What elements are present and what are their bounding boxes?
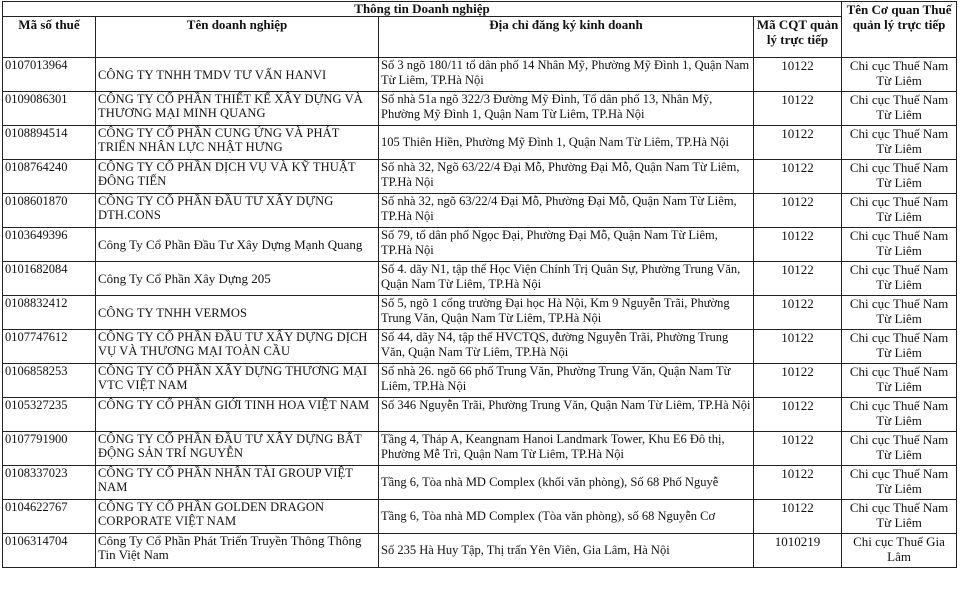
cqt-code-cell: 10122 xyxy=(754,194,842,228)
tax-agency-cell: Chi cục Thuế Nam Từ Liêm xyxy=(842,126,957,160)
address-cell: Số 4. dãy N1, tập thể Học Viện Chính Trị Quân Sự, Phường Trung Văn, Quận Nam Từ Liêm, TP.Hà Nội xyxy=(379,262,754,296)
address-cell: Số 3 ngõ 180/11 tổ dân phố 14 Nhân Mỹ, Phường Mỹ Đình 1, Quận Nam Từ Liêm, TP.Hà Nội xyxy=(379,58,754,92)
table-row xyxy=(3,364,957,398)
tax-agency-cell: Chi cục Thuế Nam Từ Liêm xyxy=(842,160,957,194)
company-name-cell: Công Ty Cổ Phần Xây Dựng 205 xyxy=(96,262,379,296)
company-name-cell: CÔNG TY CỔ PHẦN CUNG ỨNG VÀ PHÁT TRIỂN NHÂN LỰC NHẬT HƯNG xyxy=(96,126,379,160)
tax-code-cell: 0101682084 xyxy=(3,262,96,296)
company-name-cell: CÔNG TY CỔ PHẦN ĐẦU TƯ XÂY DỰNG DTH.CONS xyxy=(96,194,379,228)
table-row xyxy=(3,330,957,364)
address-cell: Số 44, dãy N4, tập thể HVCTQS, đường Nguyễn Trãi, Phường Trung Văn, Quận Nam Từ Liêm, TP.Hà Nội xyxy=(379,330,754,364)
table-row xyxy=(3,92,957,126)
tax-agency-cell: Chi cục Thuế Nam Từ Liêm xyxy=(842,228,957,262)
cqt-code-cell: 10122 xyxy=(754,398,842,432)
tax-agency-cell: Chi cục Thuế Nam Từ Liêm xyxy=(842,398,957,432)
company-name-cell: CÔNG TY CỔ PHẦN ĐẦU TƯ XÂY DỰNG BẤT ĐỘNG SẢN TRÍ NGUYỄN xyxy=(96,432,379,466)
table-row xyxy=(3,126,957,160)
tax-code-cell: 0108832412 xyxy=(3,296,96,330)
tax-agency-cell: Chi cục Thuế Nam Từ Liêm xyxy=(842,262,957,296)
company-name-cell: CÔNG TY CỔ PHẦN ĐẦU TƯ XÂY DỰNG DỊCH VỤ VÀ THƯƠNG MẠI TOÀN CẦU xyxy=(96,330,379,364)
tax-agency-cell: Chi cục Thuế Nam Từ Liêm xyxy=(842,432,957,466)
header-company-name: Tên doanh nghiệp xyxy=(96,17,379,58)
tax-code-cell: 0105327235 xyxy=(3,398,96,432)
cqt-code-cell: 10122 xyxy=(754,466,842,500)
tax-code-cell: 0107013964 xyxy=(3,58,96,92)
address-cell: Số nhà 51a ngõ 322/3 Đường Mỹ Đình, Tổ dân phố 13, Nhân Mỹ, Phường Mỹ Đình 1, Quận Nam Từ Liêm, TP.Hà Nội xyxy=(379,92,754,126)
company-name-cell: CÔNG TY TNHH VERMOS xyxy=(96,296,379,330)
group-header: Thông tin Doanh nghiệp xyxy=(3,2,842,17)
company-name-cell: CÔNG TY TNHH TMDV TƯ VẤN HANVI xyxy=(96,58,379,92)
tax-agency-cell: Chi cục Thuế Nam Từ Liêm xyxy=(842,500,957,534)
table-row xyxy=(3,432,957,466)
header-tax-code: Mã số thuế xyxy=(3,17,96,58)
tax-agency-cell: Chi cục Thuế Nam Từ Liêm xyxy=(842,330,957,364)
tax-agency-cell: Chi cục Thuế Nam Từ Liêm xyxy=(842,194,957,228)
tax-code-cell: 0107747612 xyxy=(3,330,96,364)
address-cell: Tầng 6, Tòa nhà MD Complex (khối văn phòng), Số 68 Phố Nguyễ xyxy=(379,466,754,500)
address-cell: Tầng 4, Tháp A, Keangnam Hanoi Landmark Tower, Khu E6 Đô thị, Phường Mễ Trì, Quận Nam Từ Liêm, TP.Hà Nội xyxy=(379,432,754,466)
table-row xyxy=(3,296,957,330)
cqt-code-cell: 10122 xyxy=(754,432,842,466)
table-row xyxy=(3,262,957,296)
header-address: Địa chỉ đăng ký kinh doanh xyxy=(379,17,754,58)
address-cell: Số 346 Nguyễn Trãi, Phường Trung Văn, Quận Nam Từ Liêm, TP.Hà Nội xyxy=(379,398,754,432)
business-info-table xyxy=(2,1,957,568)
tax-code-cell: 0108601870 xyxy=(3,194,96,228)
tax-agency-cell: Chi cục Thuế Gia Lâm xyxy=(842,534,957,568)
address-cell: 105 Thiên Hiền, Phường Mỹ Đình 1, Quận Nam Từ Liêm, TP.Hà Nội xyxy=(379,126,754,160)
company-name-cell: CÔNG TY CỔ PHẦN XÂY DỰNG THƯƠNG MẠI VTC VIỆT NAM xyxy=(96,364,379,398)
cqt-code-cell: 10122 xyxy=(754,92,842,126)
tax-code-cell: 0108764240 xyxy=(3,160,96,194)
company-name-cell: CÔNG TY CỔ PHẦN GOLDEN DRAGON CORPORATE VIỆT NAM xyxy=(96,500,379,534)
cqt-code-cell: 10122 xyxy=(754,330,842,364)
tax-code-cell: 0108894514 xyxy=(3,126,96,160)
cqt-code-cell: 10122 xyxy=(754,262,842,296)
cqt-code-cell: 10122 xyxy=(754,364,842,398)
table-row xyxy=(3,228,957,262)
table-row xyxy=(3,500,957,534)
tax-agency-cell: Chi cục Thuế Nam Từ Liêm xyxy=(842,364,957,398)
company-name-cell: CÔNG TY CỔ PHẦN THIẾT KẾ XÂY DỰNG VÀ THƯƠNG MẠI MINH QUANG xyxy=(96,92,379,126)
header-tax-agency: Tên Cơ quan Thuế quản lý trực tiếp xyxy=(842,2,957,58)
header-cqt-code: Mã CQT quản lý trực tiếp xyxy=(754,17,842,58)
cqt-code-cell: 10122 xyxy=(754,58,842,92)
company-name-cell: CÔNG TY CỔ PHẦN GIỚI TINH HOA VIỆT NAM xyxy=(96,398,379,432)
company-name-cell: Công Ty Cổ Phần Phát Triển Truyền Thông Thông Tin Việt Nam xyxy=(96,534,379,568)
tax-code-cell: 0103649396 xyxy=(3,228,96,262)
cqt-code-cell: 10122 xyxy=(754,296,842,330)
tax-code-cell: 0104622767 xyxy=(3,500,96,534)
table-row xyxy=(3,194,957,228)
cqt-code-cell: 10122 xyxy=(754,160,842,194)
address-cell: Số 5, ngõ 1 cổng trường Đại học Hà Nội, Km 9 Nguyễn Trãi, Phường Trung Văn, Quận Nam Từ Liêm, TP.Hà Nội xyxy=(379,296,754,330)
table-row xyxy=(3,160,957,194)
address-cell: Số nhà 32, Ngõ 63/22/4 Đại Mỗ, Phường Đại Mỗ, Quận Nam Từ Liêm, TP.Hà Nội xyxy=(379,160,754,194)
table-row xyxy=(3,58,957,92)
address-cell: Số nhà 26. ngõ 66 phố Trung Văn, Phường Trung Văn, Quận Nam Từ Liêm, TP.Hà Nội xyxy=(379,364,754,398)
cqt-code-cell: 1010219 xyxy=(754,534,842,568)
table-row xyxy=(3,466,957,500)
tax-agency-cell: Chi cục Thuế Nam Từ Liêm xyxy=(842,58,957,92)
company-name-cell: CÔNG TY CỔ PHẦN NHÂN TÀI GROUP VIỆT NAM xyxy=(96,466,379,500)
company-name-cell: CÔNG TY CỔ PHẦN DỊCH VỤ VÀ KỸ THUẬT ĐÔNG TIẾN xyxy=(96,160,379,194)
company-name-cell: Công Ty Cổ Phần Đầu Tư Xây Dựng Mạnh Quang xyxy=(96,228,379,262)
tax-agency-cell: Chi cục Thuế Nam Từ Liêm xyxy=(842,296,957,330)
tax-code-cell: 0108337023 xyxy=(3,466,96,500)
tax-code-cell: 0109086301 xyxy=(3,92,96,126)
cqt-code-cell: 10122 xyxy=(754,228,842,262)
cqt-code-cell: 10122 xyxy=(754,500,842,534)
address-cell: Số 79, tổ dân phố Ngọc Đại, Phường Đại Mỗ, Quận Nam Từ Liêm, TP.Hà Nội xyxy=(379,228,754,262)
tax-agency-cell: Chi cục Thuế Nam Từ Liêm xyxy=(842,466,957,500)
cqt-code-cell: 10122 xyxy=(754,126,842,160)
address-cell: Số nhà 32, ngõ 63/22/4 Đại Mỗ, Phường Đại Mỗ, Quận Nam Từ Liêm, TP.Hà Nội xyxy=(379,194,754,228)
table-row xyxy=(3,534,957,568)
tax-code-cell: 0107791900 xyxy=(3,432,96,466)
address-cell: Số 235 Hà Huy Tập, Thị trấn Yên Viên, Gia Lâm, Hà Nội xyxy=(379,534,754,568)
address-cell: Tầng 6, Tòa nhà MD Complex (Tòa văn phòng), số 68 Nguyễn Cơ xyxy=(379,500,754,534)
tax-agency-cell: Chi cục Thuế Nam Từ Liêm xyxy=(842,92,957,126)
tax-code-cell: 0106314704 xyxy=(3,534,96,568)
table-row xyxy=(3,398,957,432)
tax-code-cell: 0106858253 xyxy=(3,364,96,398)
